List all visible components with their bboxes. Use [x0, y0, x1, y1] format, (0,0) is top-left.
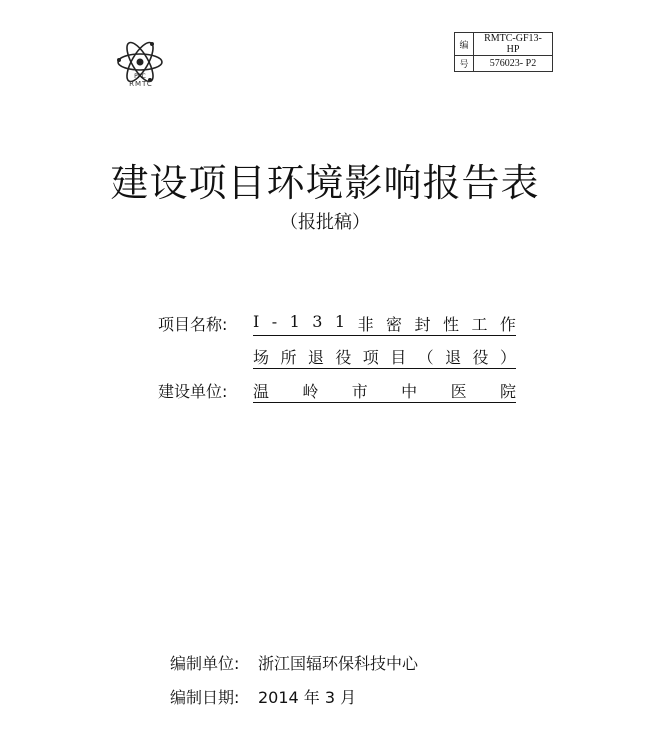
project-name-char: 场: [253, 348, 270, 367]
project-name-char: 项: [362, 348, 379, 367]
project-name-char: 退: [445, 348, 462, 367]
project-name-char: 3: [312, 312, 323, 331]
code-key-2: 号: [455, 56, 474, 72]
project-name-label: 项目名称:: [158, 315, 228, 334]
unit-char: 岭: [302, 382, 319, 401]
project-name-char: （: [417, 348, 434, 367]
unit-char: 中: [401, 382, 418, 401]
code-value-1: RMTC-GF13-HP: [474, 33, 553, 56]
compiler-label: 编制单位:: [170, 654, 240, 673]
compiler-value: 浙江国辐环保科技中心: [258, 654, 419, 673]
project-name-char: 所: [280, 348, 297, 367]
project-name-line2: [253, 345, 516, 369]
logo-small-text: PRC: [134, 73, 146, 80]
project-name-char: 工: [471, 315, 488, 334]
project-name-char: ）: [499, 348, 516, 367]
project-name-char: 目: [390, 348, 407, 367]
page-title: 建设项目环境影响报告表: [110, 161, 540, 205]
construction-unit-label: 建设单位:: [158, 382, 228, 401]
project-name-char: 作: [499, 315, 516, 334]
project-name-line1: [253, 312, 516, 336]
project-name-char: 1: [289, 312, 300, 331]
unit-char: 医: [450, 382, 467, 401]
page-subtitle: （报批稿）: [280, 212, 370, 233]
project-name-char: 1: [334, 312, 346, 331]
project-name-char: I: [253, 312, 260, 331]
logo-text: RMTC: [129, 80, 153, 88]
project-name-char: -: [271, 312, 278, 331]
date-value: 2014 年 3 月: [258, 688, 357, 707]
project-name-char: 密: [386, 315, 403, 334]
unit-char: 院: [499, 382, 516, 401]
project-name-char: 役: [335, 348, 352, 367]
project-name-char: 退: [307, 348, 324, 367]
document-code-box: [454, 32, 553, 72]
project-name-char: 封: [414, 315, 431, 334]
project-name-char: 役: [472, 348, 489, 367]
code-value-2: 576023- P2: [474, 56, 553, 72]
unit-char: 市: [351, 382, 368, 401]
project-name-char: 性: [442, 315, 459, 334]
project-name-char: 非: [357, 315, 374, 334]
date-label: 编制日期:: [170, 688, 240, 707]
construction-unit-value: [253, 379, 516, 403]
unit-char: 温: [253, 382, 270, 401]
code-key-1: 编: [455, 33, 474, 56]
